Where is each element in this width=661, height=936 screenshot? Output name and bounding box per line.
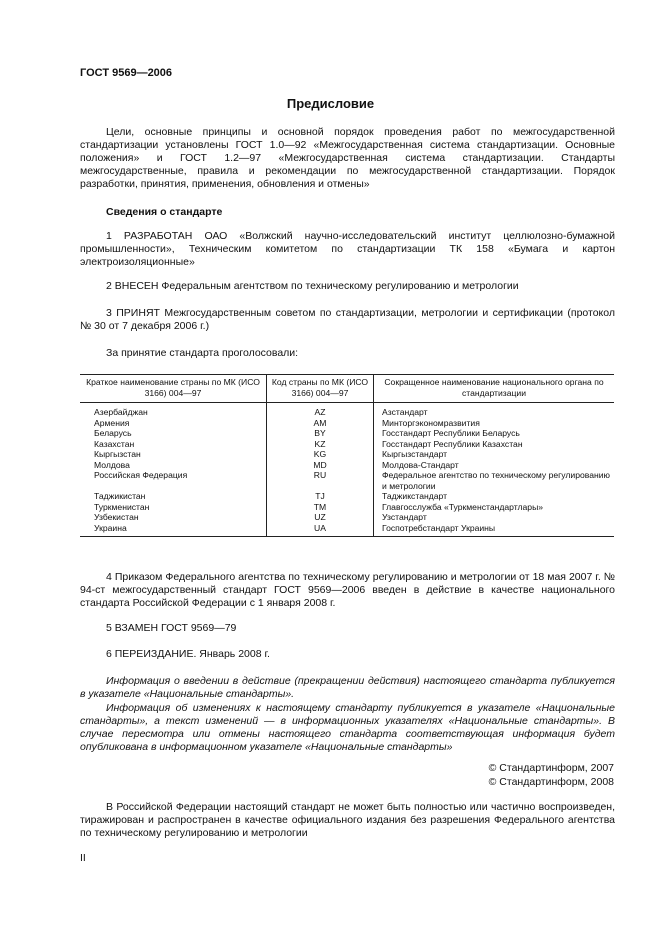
item-4-paragraph (80, 571, 615, 610)
cell-code: TM (267, 502, 374, 513)
cell-country: Российская Федерация (80, 470, 267, 491)
countries-table (80, 374, 614, 537)
cell-country: Туркменистан (80, 502, 267, 513)
item-2-text: 2 ВНЕСЕН Федеральным агентством по техническому регулированию и метрологии (106, 280, 519, 292)
standard-header: ГОСТ 9569—2006 (80, 67, 173, 79)
item-1-text: 1 РАЗРАБОТАН ОАО «Волжский научно-исследовательский институт целлюлозно-бумажной промышленности», Техническим комитетом по стандартизации ТК 158 «Бумага и картон электроизоляционные» (80, 230, 615, 268)
item-4-text: 4 Приказом Федерального агентства по техническому регулированию и метрологии от 18 мая 2007 г. № 94-ст межгосударственный стандарт ГОСТ 9569—2006 введен в действие в качестве национального стандарта Российской Федерации с 1 января 2008 г. (80, 571, 615, 609)
notice-2-text: Информация об изменениях к настоящему стандарту публикуется в указателе «Национальные стандарты», а текст изменений — в информационных указателях «Национальные стандарты». В случае пересмотра или отмены настоящего стандарта соответствующая информация будет опубликована в информационном указателе «Национальные стандарты» (80, 702, 615, 753)
cell-country: Кыргызстан (80, 449, 267, 460)
cell-country: Казахстан (80, 439, 267, 450)
cell-code: AM (267, 418, 374, 429)
item-3-paragraph (80, 307, 615, 333)
cell-code: MD (267, 460, 374, 471)
header-body: Сокращенное наименование национального органа по стандартизации (374, 375, 615, 403)
cell-body: Кыргызстандарт (382, 449, 448, 459)
page-title: Предисловие (286, 96, 375, 111)
item-6-text: 6 ПЕРЕИЗДАНИЕ. Январь 2008 г. (106, 648, 270, 660)
table-row (80, 491, 614, 502)
cell-code: UZ (267, 512, 374, 523)
cell-body: Госстандарт Республики Беларусь (382, 428, 520, 438)
table-header-row (80, 375, 614, 403)
table-row (80, 403, 614, 418)
cell-country: Узбекистан (80, 512, 267, 523)
footer-text: В Российской Федерации настоящий стандарт не может быть полностью или частично воспроизведен, тиражирован и распространен в качестве официального издания без разрешения Федерального агентства по техническому регулированию и метрологии (80, 801, 615, 839)
cell-code: TJ (267, 491, 374, 502)
cell-code: KZ (267, 439, 374, 450)
cell-code: RU (267, 470, 374, 491)
cell-country: Украина (80, 523, 267, 537)
item-5-paragraph (80, 622, 615, 635)
cell-body: Узстандарт (382, 512, 427, 522)
cell-country: Азербайджан (80, 403, 267, 418)
item-3-text: 3 ПРИНЯТ Межгосударственным советом по стандартизации, метрологии и сертификации (протокол № 30 от 7 декабря 2006 г.) (80, 307, 615, 332)
cell-body: Госпотребстандарт Украины (374, 523, 615, 537)
cell-country: Молдова (80, 460, 267, 471)
table-row (80, 512, 614, 523)
copyright-2008: © Стандартинформ, 2008 (488, 776, 614, 788)
table-row (80, 502, 614, 513)
cell-body: Молдова-Стандарт (382, 459, 459, 470)
cell-code: AZ (267, 403, 374, 418)
cell-body: Таджикстандарт (382, 491, 448, 501)
notice-2-paragraph (80, 702, 615, 754)
copyright-2007: © Стандартинформ, 2007 (488, 762, 614, 774)
footer-paragraph (80, 801, 615, 840)
cell-body: Главгосслужба «Туркменстандартлары» (382, 501, 544, 512)
table-row (80, 428, 614, 439)
cell-country: Армения (80, 418, 267, 429)
cell-body: Минторгэкономразвития (382, 417, 480, 428)
page-number: II (80, 852, 86, 864)
voted-text: За принятие стандарта проголосовали: (106, 347, 299, 359)
cell-body: Госстандарт Республики Казахстан (382, 438, 523, 449)
header-code: Код страны по МК (ИСО 3166) 004—97 (267, 375, 374, 403)
intro-text: Цели, основные принципы и основной порядок проведения работ по межгосударственной стандартизации установлены ГОСТ 1.0—92 «Межгосударственная система стандартизации. Основные положения» и ГОСТ 1.2—97 «Межгосударственная система стандартизации. Стандарты межгосударственные, правила и рекомендации по межгосударственной стандартизации. Порядок разработки, принятия, применения, обновления и отмены» (80, 126, 615, 190)
item-2-paragraph (80, 280, 615, 293)
voted-paragraph (80, 347, 615, 360)
table-row (80, 460, 614, 471)
cell-code: KG (267, 449, 374, 460)
table-row (80, 439, 614, 450)
item-6-paragraph (80, 648, 615, 661)
table-row (80, 523, 614, 537)
intro-paragraph (80, 126, 615, 191)
cell-country: Таджикистан (80, 491, 267, 502)
info-heading: Сведения о стандарте (106, 206, 223, 218)
item-5-text: 5 ВЗАМЕН ГОСТ 9569—79 (106, 622, 237, 634)
table-row (80, 418, 614, 429)
cell-code: UA (267, 523, 374, 537)
table-row (80, 470, 614, 491)
notice-1-paragraph (80, 675, 615, 701)
cell-code: BY (267, 428, 374, 439)
cell-body: Федеральное агентство по техническому регулированию и метрологии (382, 470, 611, 491)
cell-body: Азстандарт (382, 407, 428, 417)
notice-1-text: Информация о введении в действие (прекращении действия) настоящего стандарта публикуется в указателе «Национальные стандарты». (80, 675, 615, 700)
cell-country: Беларусь (80, 428, 267, 439)
table-row (80, 449, 614, 460)
item-1-paragraph (80, 230, 615, 269)
header-country: Краткое наименование страны по МК (ИСО 3166) 004—97 (80, 375, 267, 403)
